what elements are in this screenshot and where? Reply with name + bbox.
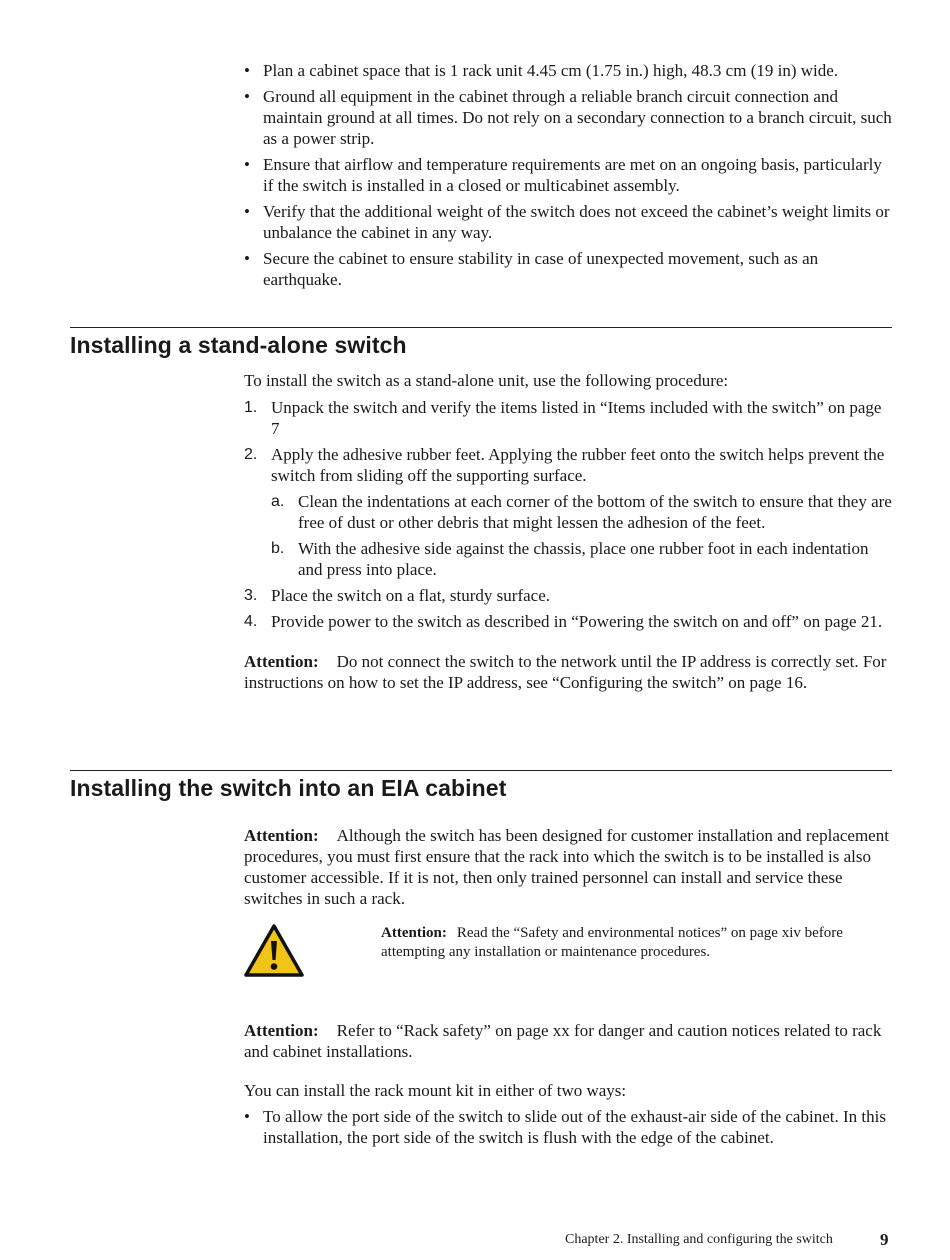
bullet-text: Verify that the additional weight of the switch does not exceed the cabinet’s weight limits or unbalance the cabinet in any way. [263, 202, 890, 242]
step-text: Provide power to the switch as described in “Powering the switch on and off” on page 21. [271, 612, 883, 631]
step-item [244, 397, 892, 439]
attention-label: Attention: [244, 652, 319, 671]
list-item: • Secure the cabinet to ensure stability in case of unexpected movement, such as an earthquake. [244, 249, 819, 289]
list-item: • Ground all equipment in the cabinet through a reliable branch circuit connection and maintain ground at all times. Do not rely on a secondary connection to a branch circuit, such as a power strip. [244, 87, 892, 148]
attention-text: Refer to “Rack safety” on page xx for danger and caution notices related to rack and cabinet installations. [244, 1021, 882, 1061]
eia-attention-1 [244, 825, 892, 909]
step-item [244, 585, 892, 606]
step-number: 2. [244, 446, 258, 463]
bullet-text: Secure the cabinet to ensure stability in case of unexpected movement, such as an earthquake. [263, 249, 819, 289]
step-item [244, 611, 892, 632]
intro-bullet-list [244, 60, 892, 290]
substep-letter: a. [271, 493, 285, 510]
warning-text: Read the “Safety and environmental notices” on page xiv before attempting any installation or maintenance procedures. [381, 925, 843, 960]
eia-attention-2 [244, 1020, 892, 1062]
substep-item [271, 538, 892, 580]
footer-chapter: Chapter 2. Installing and configuring the switch [565, 1232, 833, 1247]
section-divider [70, 327, 892, 328]
section-divider [70, 770, 892, 771]
substep-letter: b. [271, 540, 285, 557]
procedure-steps [244, 397, 892, 632]
substep-item [271, 491, 892, 533]
step-number: 1. [244, 399, 258, 416]
substeps [271, 491, 892, 580]
warning-triangle-icon [244, 924, 304, 978]
bullet-text: To allow the port side of the switch to slide out of the exhaust-air side of the cabinet. In this installation, the port side of the switch is flush with the edge of the cabinet. [263, 1107, 886, 1147]
procedure-intro: To install the switch as a stand-alone unit, use the following procedure: [244, 371, 729, 390]
list-item: • To allow the port side of the switch to slide out of the exhaust-air side of the cabinet. In this installation, the port side of the switch is flush with the edge of the cabinet. [244, 1107, 886, 1147]
step-text: Place the switch on a flat, sturdy surface. [271, 586, 550, 605]
step-text: Apply the adhesive rubber feet. Applying the rubber feet onto the switch helps prevent the switch from sliding off the supporting surface. [271, 445, 885, 485]
ways-intro: You can install the rack mount kit in either of two ways: [244, 1081, 627, 1100]
safety-warning-notice [244, 924, 892, 980]
bullet-text: Ground all equipment in the cabinet through a reliable branch circuit connection and maintain ground at all times. Do not rely on a secondary connection to a branch circuit, such as a power strip. [263, 87, 892, 148]
attention-text: Do not connect the switch to the network until the IP address is correctly set. For instructions on how to set the IP address, see “Configuring the switch” on page 16. [244, 652, 887, 692]
section-heading-eia-cabinet: Installing the switch into an EIA cabinet [70, 775, 507, 801]
list-item: • Verify that the additional weight of the switch does not exceed the cabinet’s weight limits or unbalance the cabinet in any way. [244, 202, 890, 242]
warning-text-block [381, 924, 891, 962]
step-item [244, 444, 892, 580]
install-ways [244, 1080, 892, 1153]
step-text: Unpack the switch and verify the items listed in “Items included with the switch” on page 7 [271, 398, 882, 438]
standalone-section [244, 370, 892, 693]
bullet-text: Ensure that airflow and temperature requirements are met on an ongoing basis, particularly if the switch is installed in a closed or multicabinet assembly. [263, 155, 882, 195]
bullet-text: Plan a cabinet space that is 1 rack unit 4.45 cm (1.75 in.) high, 48.3 cm (19 in) wide. [263, 61, 839, 80]
attention-text: Although the switch has been designed for customer installation and replacement procedures, you must first ensure that the rack into which the switch is to be installed is also customer accessible. If it is not, then only trained personnel can install and service these switches in such a rack. [244, 826, 889, 908]
step-number: 4. [244, 613, 258, 630]
substep-text: Clean the indentations at each corner of the bottom of the switch to ensure that they are free of dust or other debris that might lessen the adhesion of the feet. [298, 492, 892, 532]
attention-note [244, 651, 892, 693]
step-number: 3. [244, 587, 258, 604]
attention-label: Attention: [244, 826, 319, 845]
substep-text: With the adhesive side against the chassis, place one rubber foot in each indentation and press into place. [298, 539, 869, 579]
list-item: • Ensure that airflow and temperature requirements are met on an ongoing basis, particularly if the switch is installed in a closed or multicabinet assembly. [244, 155, 882, 195]
list-item: • Plan a cabinet space that is 1 rack unit 4.45 cm (1.75 in.) high, 48.3 cm (19 in) wide. [244, 61, 839, 80]
intro-section [244, 60, 892, 295]
section-heading-standalone: Installing a stand-alone switch [70, 332, 407, 358]
attention-label: Attention: [244, 1021, 319, 1040]
page-number: 9 [880, 1230, 889, 1249]
ways-list [244, 1106, 892, 1148]
attention-label: Attention: [381, 925, 447, 941]
